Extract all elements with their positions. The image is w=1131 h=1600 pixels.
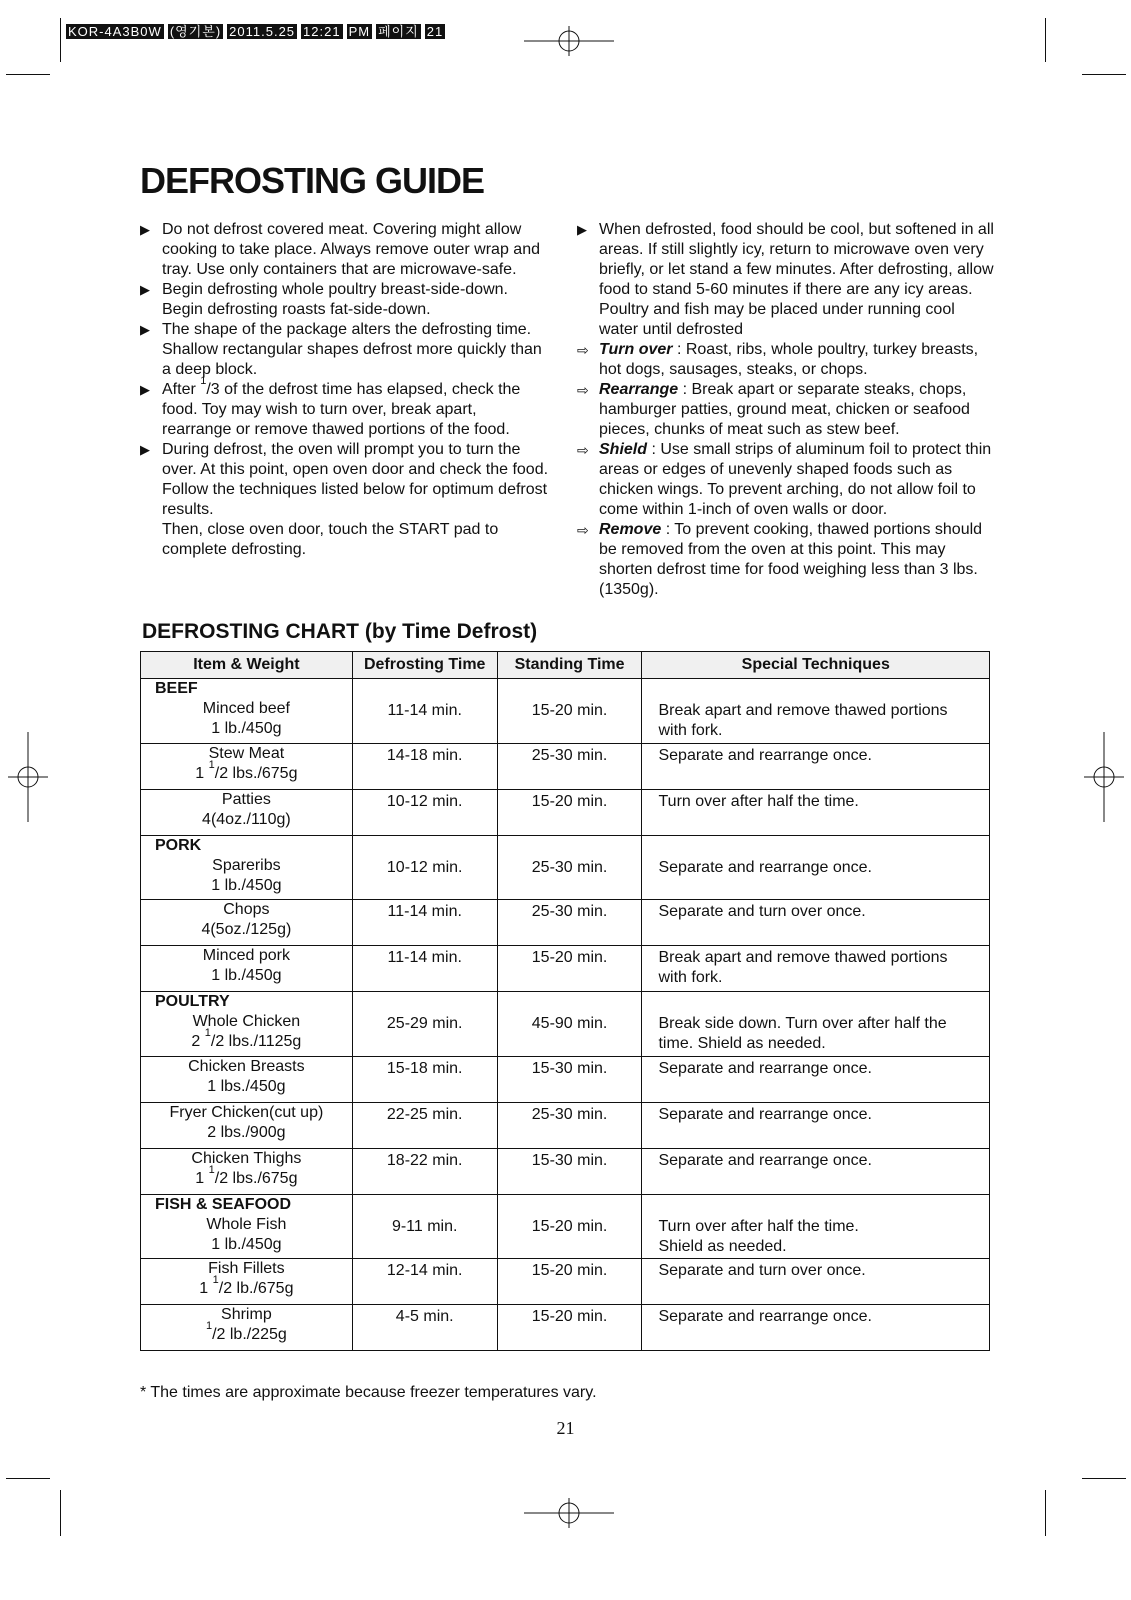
item-name: Minced beef <box>202 700 290 717</box>
technique-name: Turn over <box>599 341 673 358</box>
technique-cell <box>642 1102 990 1148</box>
print-header-chunk: KOR-4A3B0W <box>68 24 162 39</box>
weight-part: /2 lb./225g <box>212 1326 287 1343</box>
triangle-bullet-icon: ▶ <box>140 442 150 457</box>
standing-time: 15-20 min. <box>497 699 642 743</box>
category-label: FISH & SEAFOOD <box>155 1195 292 1213</box>
standing-time: 15-20 min. <box>497 1215 642 1259</box>
technique-desc: : Use small strips of aluminum foil to protect thin areas or edges of unevenly shaped foods such as chicken wings. To prevent arching, do not allow foil to come within 1-inch of oven walls or door. <box>599 441 992 518</box>
item-name: Whole Chicken <box>192 1013 301 1030</box>
technique-name: Remove <box>599 521 662 538</box>
print-header-chunk: 페이지 <box>378 24 419 39</box>
technique-line: with fork. <box>658 722 723 739</box>
item-weight: 1 lb./450g <box>211 967 282 984</box>
technique-cell <box>642 900 990 946</box>
bullet-text-part: /3 of the defrost time has elapsed, check the food. Toy may wish to turn over, break apart, rearrange or remove thawed portions of the food. <box>162 381 521 438</box>
technique-line: Shield as needed. <box>658 1237 787 1255</box>
bullet-text: The shape of the package alters the defrosting time. Shallow rectangular shapes defrost more quickly than a deep block. <box>162 321 542 378</box>
bullet-extra-text: Then, close oven door, touch the START pad to complete defrosting. <box>162 521 499 558</box>
weight-part: /2 lb./675g <box>218 1280 294 1297</box>
arrow-right-icon: ⇨ <box>577 522 589 538</box>
technique-name: Shield <box>599 441 648 458</box>
print-header-chunk: 2011.5.25 <box>229 24 296 39</box>
technique-desc: : Break apart or separate steaks, chops, hamburger patties, ground meat, chicken or seafood pieces, chunks of meat such as stew beef. <box>599 381 970 438</box>
standing-time: 15-20 min. <box>497 1305 642 1351</box>
category-row <box>141 1194 990 1215</box>
technique-cell <box>642 1148 990 1194</box>
item-weight <box>141 1274 352 1299</box>
item-weight: 1 lb./450g <box>211 1235 282 1253</box>
item-weight <box>141 1320 352 1345</box>
technique-cell <box>642 856 990 900</box>
table-row <box>141 946 990 992</box>
print-header-chunk: PM <box>348 24 371 39</box>
left-column <box>140 220 550 560</box>
technique-line: Turn over after half the time. <box>658 792 859 810</box>
item-weight: 4(5oz./125g) <box>201 921 292 938</box>
registration-mark-icon <box>1084 732 1124 822</box>
defrost-time: 22-25 min. <box>352 1102 497 1148</box>
arrow-right-icon: ⇨ <box>577 382 589 398</box>
item-weight <box>141 1163 352 1189</box>
bullet-text: Begin defrosting whole poultry breast-side-down. Begin defrosting roasts fat-side-down. <box>162 281 508 318</box>
item-name: Chicken Breasts <box>188 1057 305 1075</box>
defrost-time: 11-14 min. <box>352 699 497 743</box>
technique-line: Separate and rearrange once. <box>658 1059 872 1077</box>
technique-line: Break apart and remove thawed portions <box>658 702 948 719</box>
technique-name: Rearrange <box>599 381 679 398</box>
table-row <box>141 1056 990 1102</box>
item-weight: 2 lbs./900g <box>207 1123 286 1141</box>
table-row <box>141 856 990 900</box>
table-row <box>141 1305 990 1351</box>
technique-item <box>577 440 997 520</box>
defrost-time: 11-14 min. <box>352 946 497 992</box>
item-name: Whole Fish <box>206 1215 287 1233</box>
bullet-text <box>162 375 521 438</box>
defrost-time: 11-14 min. <box>352 900 497 946</box>
category-row <box>141 992 990 1013</box>
table-row <box>141 1215 990 1259</box>
superscript: 1 <box>208 758 215 771</box>
triangle-bullet-icon: ▶ <box>140 382 150 397</box>
defrost-time: 25-29 min. <box>352 1012 497 1056</box>
defrost-time: 12-14 min. <box>352 1259 497 1305</box>
column-header: Item & Weight <box>141 652 353 679</box>
print-header-chunk: (영기본) <box>169 24 222 39</box>
registration-mark-icon <box>524 26 614 56</box>
superscript: 1 <box>205 1320 213 1332</box>
item-weight: 4(4oz./110g) <box>202 810 291 828</box>
table-row <box>141 900 990 946</box>
item-name: Shrimp <box>221 1306 272 1323</box>
technique-item <box>577 520 997 600</box>
item-name: Patties <box>221 790 271 808</box>
standing-time: 25-30 min. <box>497 1102 642 1148</box>
bullet-item <box>577 220 997 340</box>
table-row <box>141 1148 990 1194</box>
weight-part: 1 <box>195 764 209 782</box>
defrost-time: 4-5 min. <box>352 1305 497 1351</box>
technique-line: Break side down. Turn over after half the <box>658 1015 947 1032</box>
technique-cell <box>642 1056 990 1102</box>
table-header-row <box>141 652 990 679</box>
superscript: 1 <box>212 1274 219 1286</box>
footnote: * The times are approximate because freezer temperatures vary. <box>140 1384 597 1401</box>
column-header: Standing Time <box>497 652 642 679</box>
standing-time: 25-30 min. <box>497 743 642 789</box>
superscript: 1 <box>204 1027 211 1039</box>
weight-part: /2 lbs./675g <box>214 764 298 782</box>
weight-part: 2 <box>191 1033 205 1050</box>
superscript: 1 <box>200 375 207 387</box>
technique-desc: : To prevent cooking, thawed portions should be removed from the oven at this point. This may shorten defrost time for food weighing less than 3 lbs.(1350g). <box>599 521 983 598</box>
defrost-time: 9-11 min. <box>352 1215 497 1259</box>
registration-mark-icon <box>8 732 48 822</box>
standing-time: 15-20 min. <box>497 946 642 992</box>
standing-time: 15-30 min. <box>497 1148 642 1194</box>
bullet-item <box>140 440 550 560</box>
technique-line: Separate and rearrange once. <box>658 746 872 764</box>
bullet-extra-text: Poultry and fish may be placed under running cool water until defrosted <box>599 301 955 338</box>
table-row <box>141 1012 990 1056</box>
item-name: Chicken Thighs <box>191 1149 302 1167</box>
item-name: Stew Meat <box>208 744 285 762</box>
item-weight: 1 lb./450g <box>211 876 282 894</box>
technique-cell <box>642 789 990 835</box>
item-name: Minced pork <box>202 947 290 964</box>
item-weight: 1 lbs./450g <box>207 1077 286 1095</box>
defrost-time: 15-18 min. <box>352 1056 497 1102</box>
technique-item <box>577 380 997 440</box>
bullet-item <box>140 375 550 440</box>
technique-cell <box>642 743 990 789</box>
table-row <box>141 699 990 743</box>
table-row <box>141 1102 990 1148</box>
technique-cell <box>642 1012 990 1056</box>
defrost-time: 10-12 min. <box>352 856 497 900</box>
bullet-item <box>140 280 550 320</box>
arrow-right-icon: ⇨ <box>577 442 589 458</box>
bullet-item <box>140 320 550 380</box>
weight-part: 1 <box>199 1280 213 1297</box>
technique-line: Separate and rearrange once. <box>658 1151 872 1169</box>
technique-cell <box>642 1259 990 1305</box>
bullet-item <box>140 220 550 280</box>
right-column <box>577 220 997 600</box>
defrost-time: 18-22 min. <box>352 1148 497 1194</box>
standing-time: 45-90 min. <box>497 1012 642 1056</box>
defrost-time: 14-18 min. <box>352 743 497 789</box>
technique-desc: : Roast, ribs, whole poultry, turkey breasts, hot dogs, sausages, steaks, or chops. <box>599 341 979 378</box>
standing-time: 25-30 min. <box>497 900 642 946</box>
item-name: Fryer Chicken(cut up) <box>169 1103 324 1121</box>
technique-line: Break apart and remove thawed portions <box>658 949 948 966</box>
print-header <box>66 24 445 39</box>
bullet-text: During defrost, the oven will prompt you to turn the over. At this point, open oven door and check the food. Follow the techniques listed below for optimum defrost results. <box>162 441 549 518</box>
defrosting-table <box>140 651 990 1351</box>
item-weight <box>141 1027 352 1052</box>
category-label: POULTRY <box>155 993 230 1010</box>
table-row <box>141 1259 990 1305</box>
table-row <box>141 789 990 835</box>
weight-part: /2 lbs./1125g <box>210 1033 302 1050</box>
bullet-text-part: After <box>162 381 201 398</box>
standing-time: 25-30 min. <box>497 856 642 900</box>
category-row <box>141 679 990 700</box>
technique-line: Separate and turn over once. <box>658 903 866 920</box>
technique-line: with fork. <box>658 969 723 986</box>
page-title: DEFROSTING GUIDE <box>140 160 485 201</box>
item-name: Spareribs <box>212 856 281 874</box>
technique-cell <box>642 1215 990 1259</box>
standing-time: 15-20 min. <box>497 1259 642 1305</box>
weight-part: /2 lbs./675g <box>214 1169 298 1187</box>
triangle-bullet-icon: ▶ <box>140 322 150 337</box>
technique-line: Separate and rearrange once. <box>658 1308 872 1325</box>
table-row <box>141 743 990 789</box>
technique-line: Separate and turn over once. <box>658 1262 866 1279</box>
category-label: PORK <box>155 836 202 854</box>
print-header-chunk: 12:21 <box>303 24 341 39</box>
defrost-time: 10-12 min. <box>352 789 497 835</box>
item-weight: 1 lb./450g <box>211 720 282 737</box>
triangle-bullet-icon: ▶ <box>140 222 150 237</box>
technique-cell <box>642 699 990 743</box>
category-row <box>141 835 990 856</box>
bullet-text: Do not defrost covered meat. Covering might allow cooking to take place. Always remove outer wrap and tray. Use only containers that are microwave-safe. <box>162 221 540 278</box>
technique-line: Turn over after half the time. <box>658 1217 859 1235</box>
bullet-text: When defrosted, food should be cool, but softened in all areas. If still slightly icy, return to microwave oven very briefly, or let stand a few minutes. After defrosting, allow food to stand 5-60 minutes if there are any icy areas. <box>599 221 994 298</box>
technique-line: Separate and rearrange once. <box>658 858 872 876</box>
weight-part: 1 <box>195 1169 209 1187</box>
item-weight <box>141 758 352 784</box>
technique-cell <box>642 946 990 992</box>
arrow-right-icon: ⇨ <box>577 342 589 358</box>
print-header-chunk: 21 <box>426 24 444 39</box>
item-name: Chops <box>223 901 270 918</box>
category-label: BEEF <box>155 680 198 697</box>
technique-item <box>577 340 997 380</box>
column-header: Defrosting Time <box>352 652 497 679</box>
triangle-bullet-icon: ▶ <box>577 222 587 237</box>
technique-cell <box>642 1305 990 1351</box>
standing-time: 15-20 min. <box>497 789 642 835</box>
standing-time: 15-30 min. <box>497 1056 642 1102</box>
registration-mark-icon <box>524 1498 614 1528</box>
technique-line: Separate and rearrange once. <box>658 1105 872 1123</box>
chart-title: DEFROSTING CHART (by Time Defrost) <box>142 620 538 643</box>
page-number: 21 <box>556 1418 575 1438</box>
technique-line: time. Shield as needed. <box>658 1035 826 1052</box>
superscript: 1 <box>208 1163 215 1176</box>
column-header: Special Techniques <box>642 652 990 679</box>
item-name: Fish Fillets <box>208 1260 285 1277</box>
triangle-bullet-icon: ▶ <box>140 282 150 297</box>
